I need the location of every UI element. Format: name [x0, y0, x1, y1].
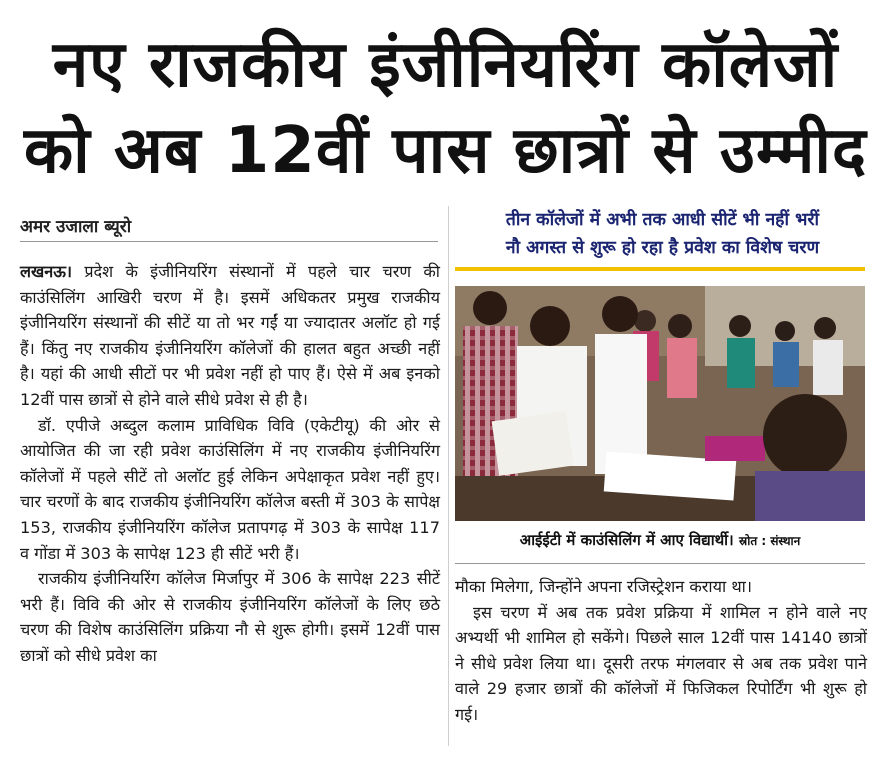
dateline: लखनऊ। [20, 262, 73, 281]
paragraph-4: मौका मिलेगा, जिन्होंने अपना रजिस्ट्रेशन कराया था। [455, 577, 752, 596]
subheadline-line-2: नौ अगस्त से शुरू हो रहा है प्रवेश का विशेष चरण [505, 238, 820, 258]
column-divider [448, 206, 449, 746]
photo-caption [455, 530, 865, 550]
subheadline-line-1: तीन कॉलेजों में अभी तक आधी सीटें भी नहीं भरीं [505, 210, 820, 230]
caption-divider [455, 563, 865, 564]
paragraph-5: इस चरण में अब तक प्रवेश प्रक्रिया में शामिल न होने वाले नए अभ्यर्थी भी शामिल हो सकेंगे। पिछले साल 12वीं पास 14140 छात्रों ने सीधे प्रवेश लिया था। दूसरी तरफ मंगलवार से अब तक प्रवेश पाने वाले 29 हजार छात्रों की कॉलेजों में फिजिकल रिपोर्टिंग भी शुरू हो गई। [455, 602, 867, 724]
left-column [20, 259, 440, 669]
headline-line-2: को अब 12वीं पास छात्रों से उम्मीद [24, 114, 867, 188]
caption-text: आईईटी में काउंसिलिंग में आए विद्यार्थी। [519, 531, 734, 549]
news-photo [455, 286, 865, 521]
byline-divider [20, 241, 438, 242]
subheadline [455, 206, 870, 262]
paragraph-1 [20, 259, 440, 413]
counselling-photo-illustration [455, 286, 865, 521]
paragraph-3: राजकीय इंजीनियरिंग कॉलेज मिर्जापुर में 306 के सापेक्ष 223 सीटें भरी हैं। विवि की ओर से राजकीय इंजीनियरिंग कॉलेजों के लिए छठे चरण की विशेष काउंसिलिंग प्रक्रिया नौ से शुरू होगी। इसमें 12वीं पास छात्रों को सीधे प्रवेश का [20, 569, 440, 665]
byline: अमर उजाला ब्यूरो [20, 217, 132, 237]
right-column [455, 574, 867, 728]
headline-line-1: नए राजकीय इंजीनियरिंग कॉलेजों [52, 28, 839, 102]
paragraph-2: डॉ. एपीजे अब्दुल कलाम प्राविधिक विवि (एकेटीयू) की ओर से आयोजित की जा रही प्रवेश काउंसिलिंग में नए राजकीय इंजीनियरिंग कॉलेजों में पहले सीटें तो अलॉट हुई लेकिन अपेक्षाकृत प्रवेश नहीं हुए। चार चरणों के बाद राजकीय इंजीनियरिंग कॉलेज बस्ती में 303 के सापेक्ष 153, राजकीय इंजीनियरिंग कॉलेज प्रतापगढ़ में 303 के सापेक्ष 117 व गोंडा में 303 के सापेक्ष 123 ही सीटें भरी हैं। [20, 415, 440, 563]
subheadline-underline [455, 267, 865, 271]
paragraph-1-text: प्रदेश के इंजीनियरिंग संस्थानों में पहले चार चरण की काउंसिलिंग आखिरी चरण में है। इसमें अधिकतर प्रमुख राजकीय इंजीनियरिंग संस्थानों की सीटें या तो भर गईं या ज्यादातर अलॉट हो गई हैं। किंतु नए राजकीय इंजीनियरिंग कॉलेजों की हालत बहुत अच्छी नहीं है। यहां की आधी सीटों पर भी प्रवेश नहीं हो पाए हैं। ऐसे में अब इनको 12वीं पास छात्रों से होने वाले सीधे प्रवेश से ही है। [20, 262, 440, 409]
caption-source: स्रोत : संस्थान [738, 534, 801, 548]
